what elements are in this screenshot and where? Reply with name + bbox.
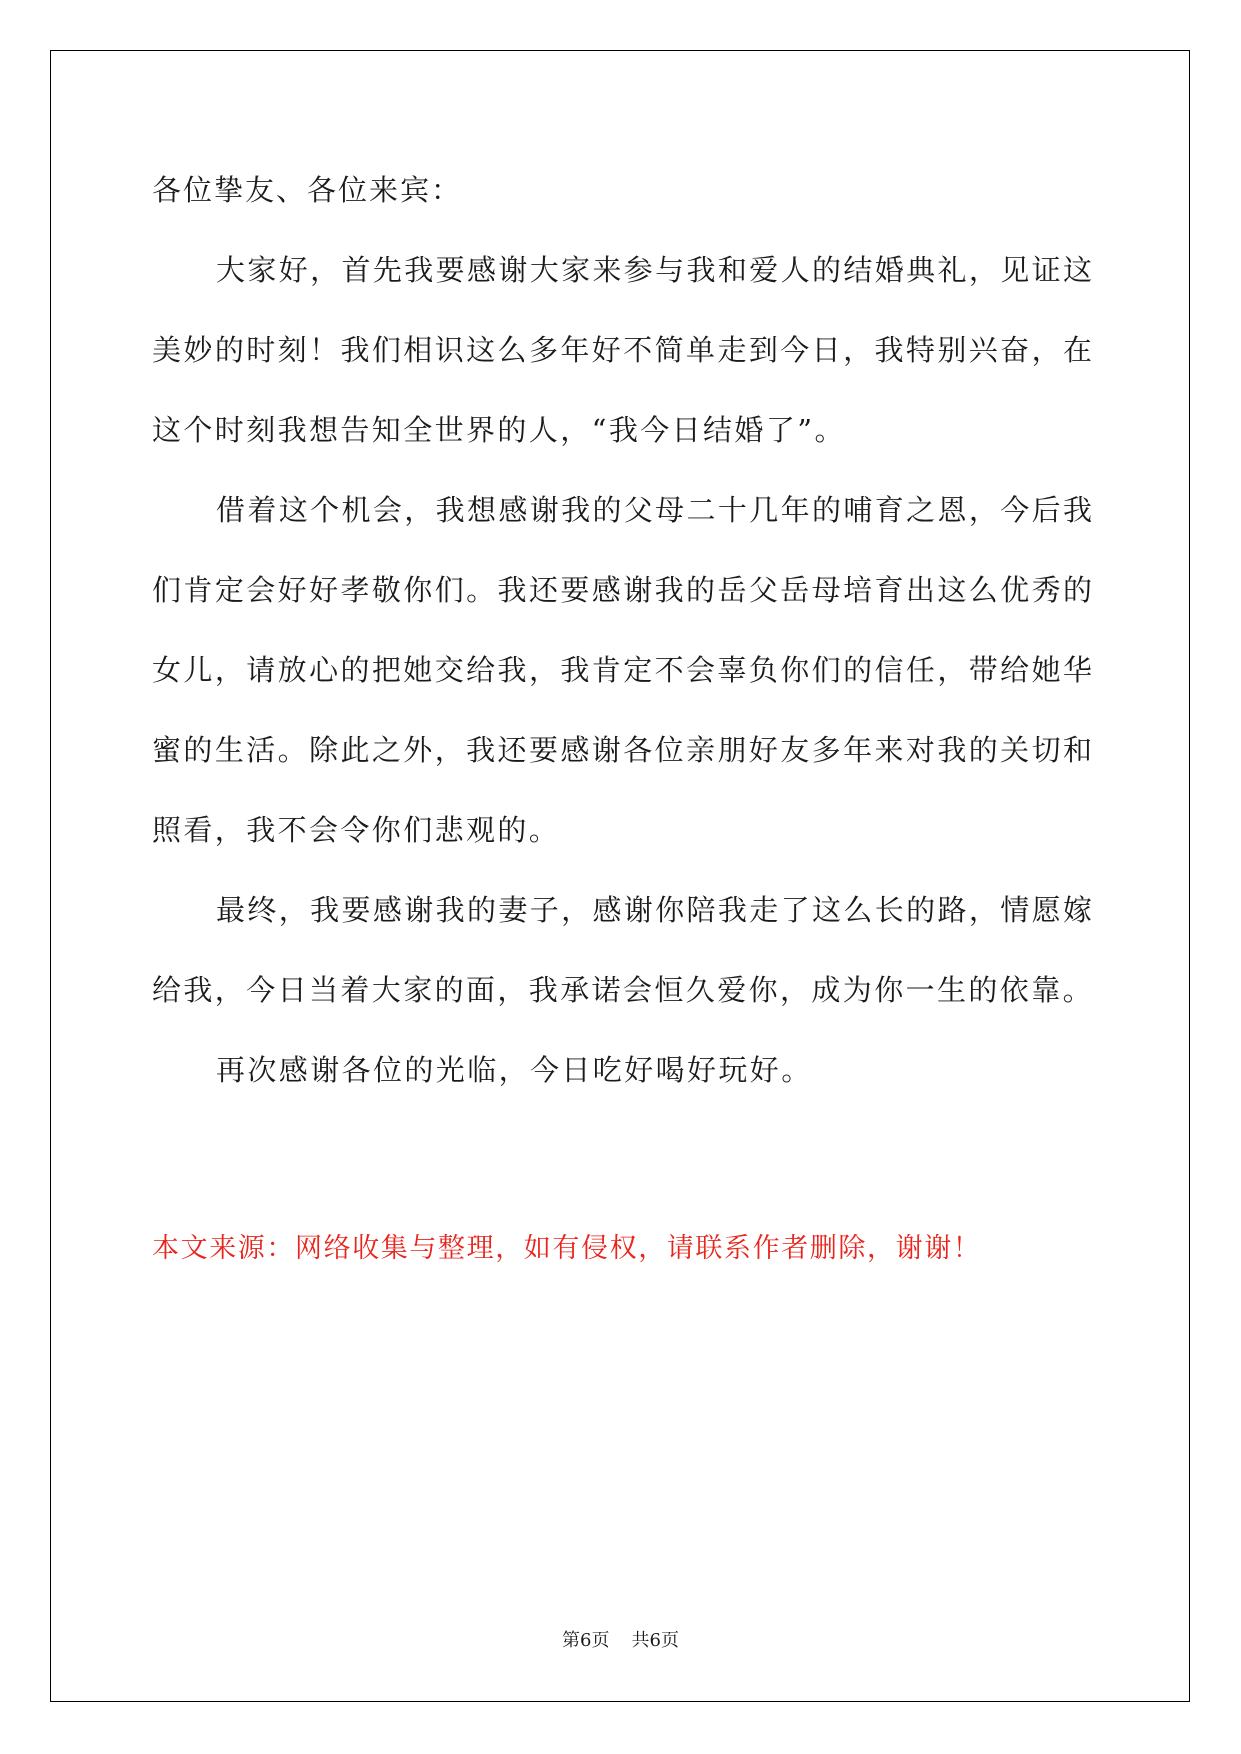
page-footer [0, 1628, 1241, 1654]
paragraph-3-line-2: 给我，今日当着大家的面，我承诺会恒久爱你，成为你一生的依靠。 [152, 973, 1095, 1007]
paragraph-2-line-2: 们肯定会好好孝敬你们。我还要感谢我的岳父岳母培育出这么优秀的 [152, 573, 1092, 607]
paragraph-2-line-1: 借着这个机会，我想感谢我的父母二十几年的哺育之恩，今后我 [216, 493, 1092, 527]
paragraph-2-line-3: 女儿，请放心的把她交给我，我肯定不会辜负你们的信任，带给她华 [152, 653, 1092, 687]
paragraph-3-line-1: 最终，我要感谢我的妻子，感谢你陪我走了这么长的路，情愿嫁 [216, 893, 1092, 927]
document-body [152, 150, 1095, 1316]
paragraph-1-line-2: 美妙的时刻！我们相识这么多年好不简单走到今日，我特别兴奋，在 [152, 333, 1092, 367]
paragraph-1-line-1: 大家好，首先我要感谢大家来参与我和爱人的结婚典礼，见证这 [216, 253, 1092, 287]
source-note: 本文来源：网络收集与整理，如有侵权，请联系作者删除，谢谢！ [152, 1233, 982, 1264]
current-page-label: 第6页 [562, 1630, 610, 1651]
paragraph-2-line-4: 蜜的生活。除此之外，我还要感谢各位亲朋好友多年来对我的关切和 [152, 733, 1092, 767]
total-pages-label: 共6页 [631, 1630, 679, 1651]
spacer [152, 1110, 1092, 1182]
paragraph-2-line-5: 照看，我不会令你们悲观的。 [152, 813, 561, 847]
salutation: 各位挚友、各位来宾： [152, 173, 463, 207]
paragraph-4-line-1: 再次感谢各位的光临，今日吃好喝好玩好。 [216, 1053, 813, 1087]
paragraph-1-line-3: 这个时刻我想告知全世界的人，“我今日结婚了”。 [152, 413, 846, 447]
